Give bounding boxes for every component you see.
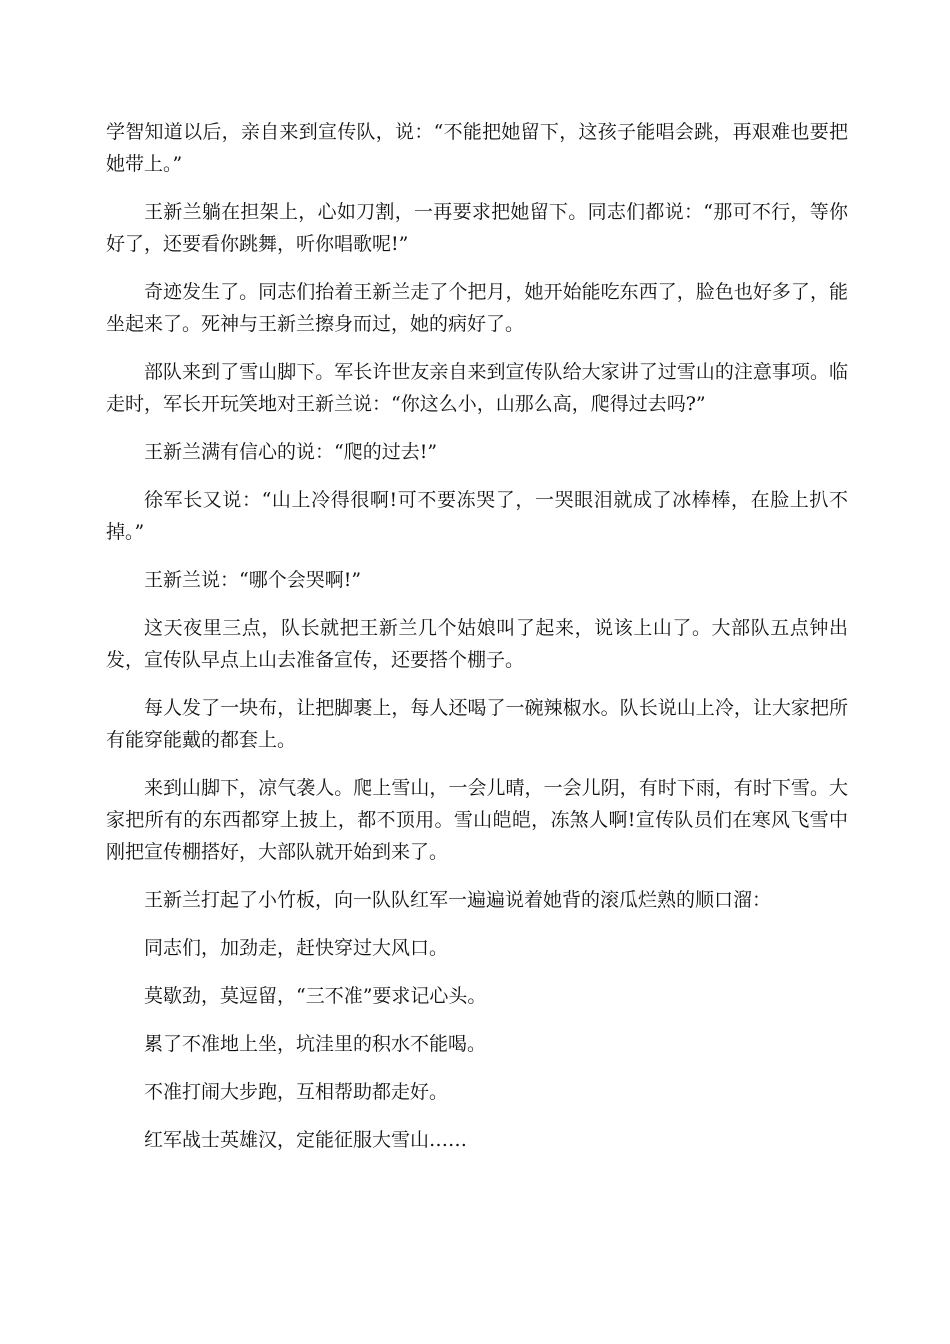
paragraph: 来到山脚下，凉气袭人。爬上雪山，一会儿晴，一会儿阴，有时下雨，有时下雪。大家把所有的东西都穿上披上，都不顶用。雪山皑皑，冻煞人啊!宣传队员们在寒风飞雪中刚把宣传棚搭好，大部队就开始到来了。	[106, 777, 848, 863]
paragraph: 王新兰说：“哪个会哭啊!”	[144, 569, 362, 591]
paragraph: 王新兰躺在担架上，心如刀割，一再要求把她留下。同志们都说：“那可不行，等你好了，还要看你跳舞，听你唱歌呢!”	[106, 201, 848, 255]
paragraph: 学智知道以后，亲自来到宣传队，说：“不能把她留下，这孩子能唱会跳，再艰难也要把她带上。”	[106, 121, 848, 175]
verse-line: 红军战士英雄汉，定能征服大雪山……	[144, 1129, 468, 1151]
paragraph: 每人发了一块布，让把脚裹上，每人还喝了一碗辣椒水。队长说山上冷，让大家把所有能穿能戴的都套上。	[106, 697, 848, 751]
paragraph: 王新兰满有信心的说：“爬的过去!”	[144, 441, 438, 463]
paragraph: 部队来到了雪山脚下。军长许世友亲自来到宣传队给大家讲了过雪山的注意事项。临走时，军长开玩笑地对王新兰说：“你这么小，山那么高，爬得过去吗?”	[106, 361, 848, 415]
document-page	[106, 116, 848, 1172]
verse-line: 同志们，加劲走，赶快穿过大风口。	[144, 937, 449, 959]
paragraph: 王新兰打起了小竹板，向一队队红军一遍遍说着她背的滚瓜烂熟的顺口溜：	[144, 889, 772, 911]
verse-line: 不准打闹大步跑，互相帮助都走好。	[144, 1081, 449, 1103]
verse-line: 莫歇劲，莫逗留，“三不准”要求记心头。	[144, 985, 487, 1007]
paragraph: 徐军长又说：“山上冷得很啊!可不要冻哭了，一哭眼泪就成了冰棒棒，在脸上扒不掉。”	[106, 489, 848, 543]
verse-line: 累了不准地上坐，坑洼里的积水不能喝。	[144, 1033, 487, 1055]
paragraph: 奇迹发生了。同志们抬着王新兰走了个把月，她开始能吃东西了，脸色也好多了，能坐起来了。死神与王新兰擦身而过，她的病好了。	[106, 281, 848, 335]
paragraph: 这天夜里三点，队长就把王新兰几个姑娘叫了起来，说该上山了。大部队五点钟出发，宣传队早点上山去准备宣传，还要搭个棚子。	[106, 617, 848, 671]
